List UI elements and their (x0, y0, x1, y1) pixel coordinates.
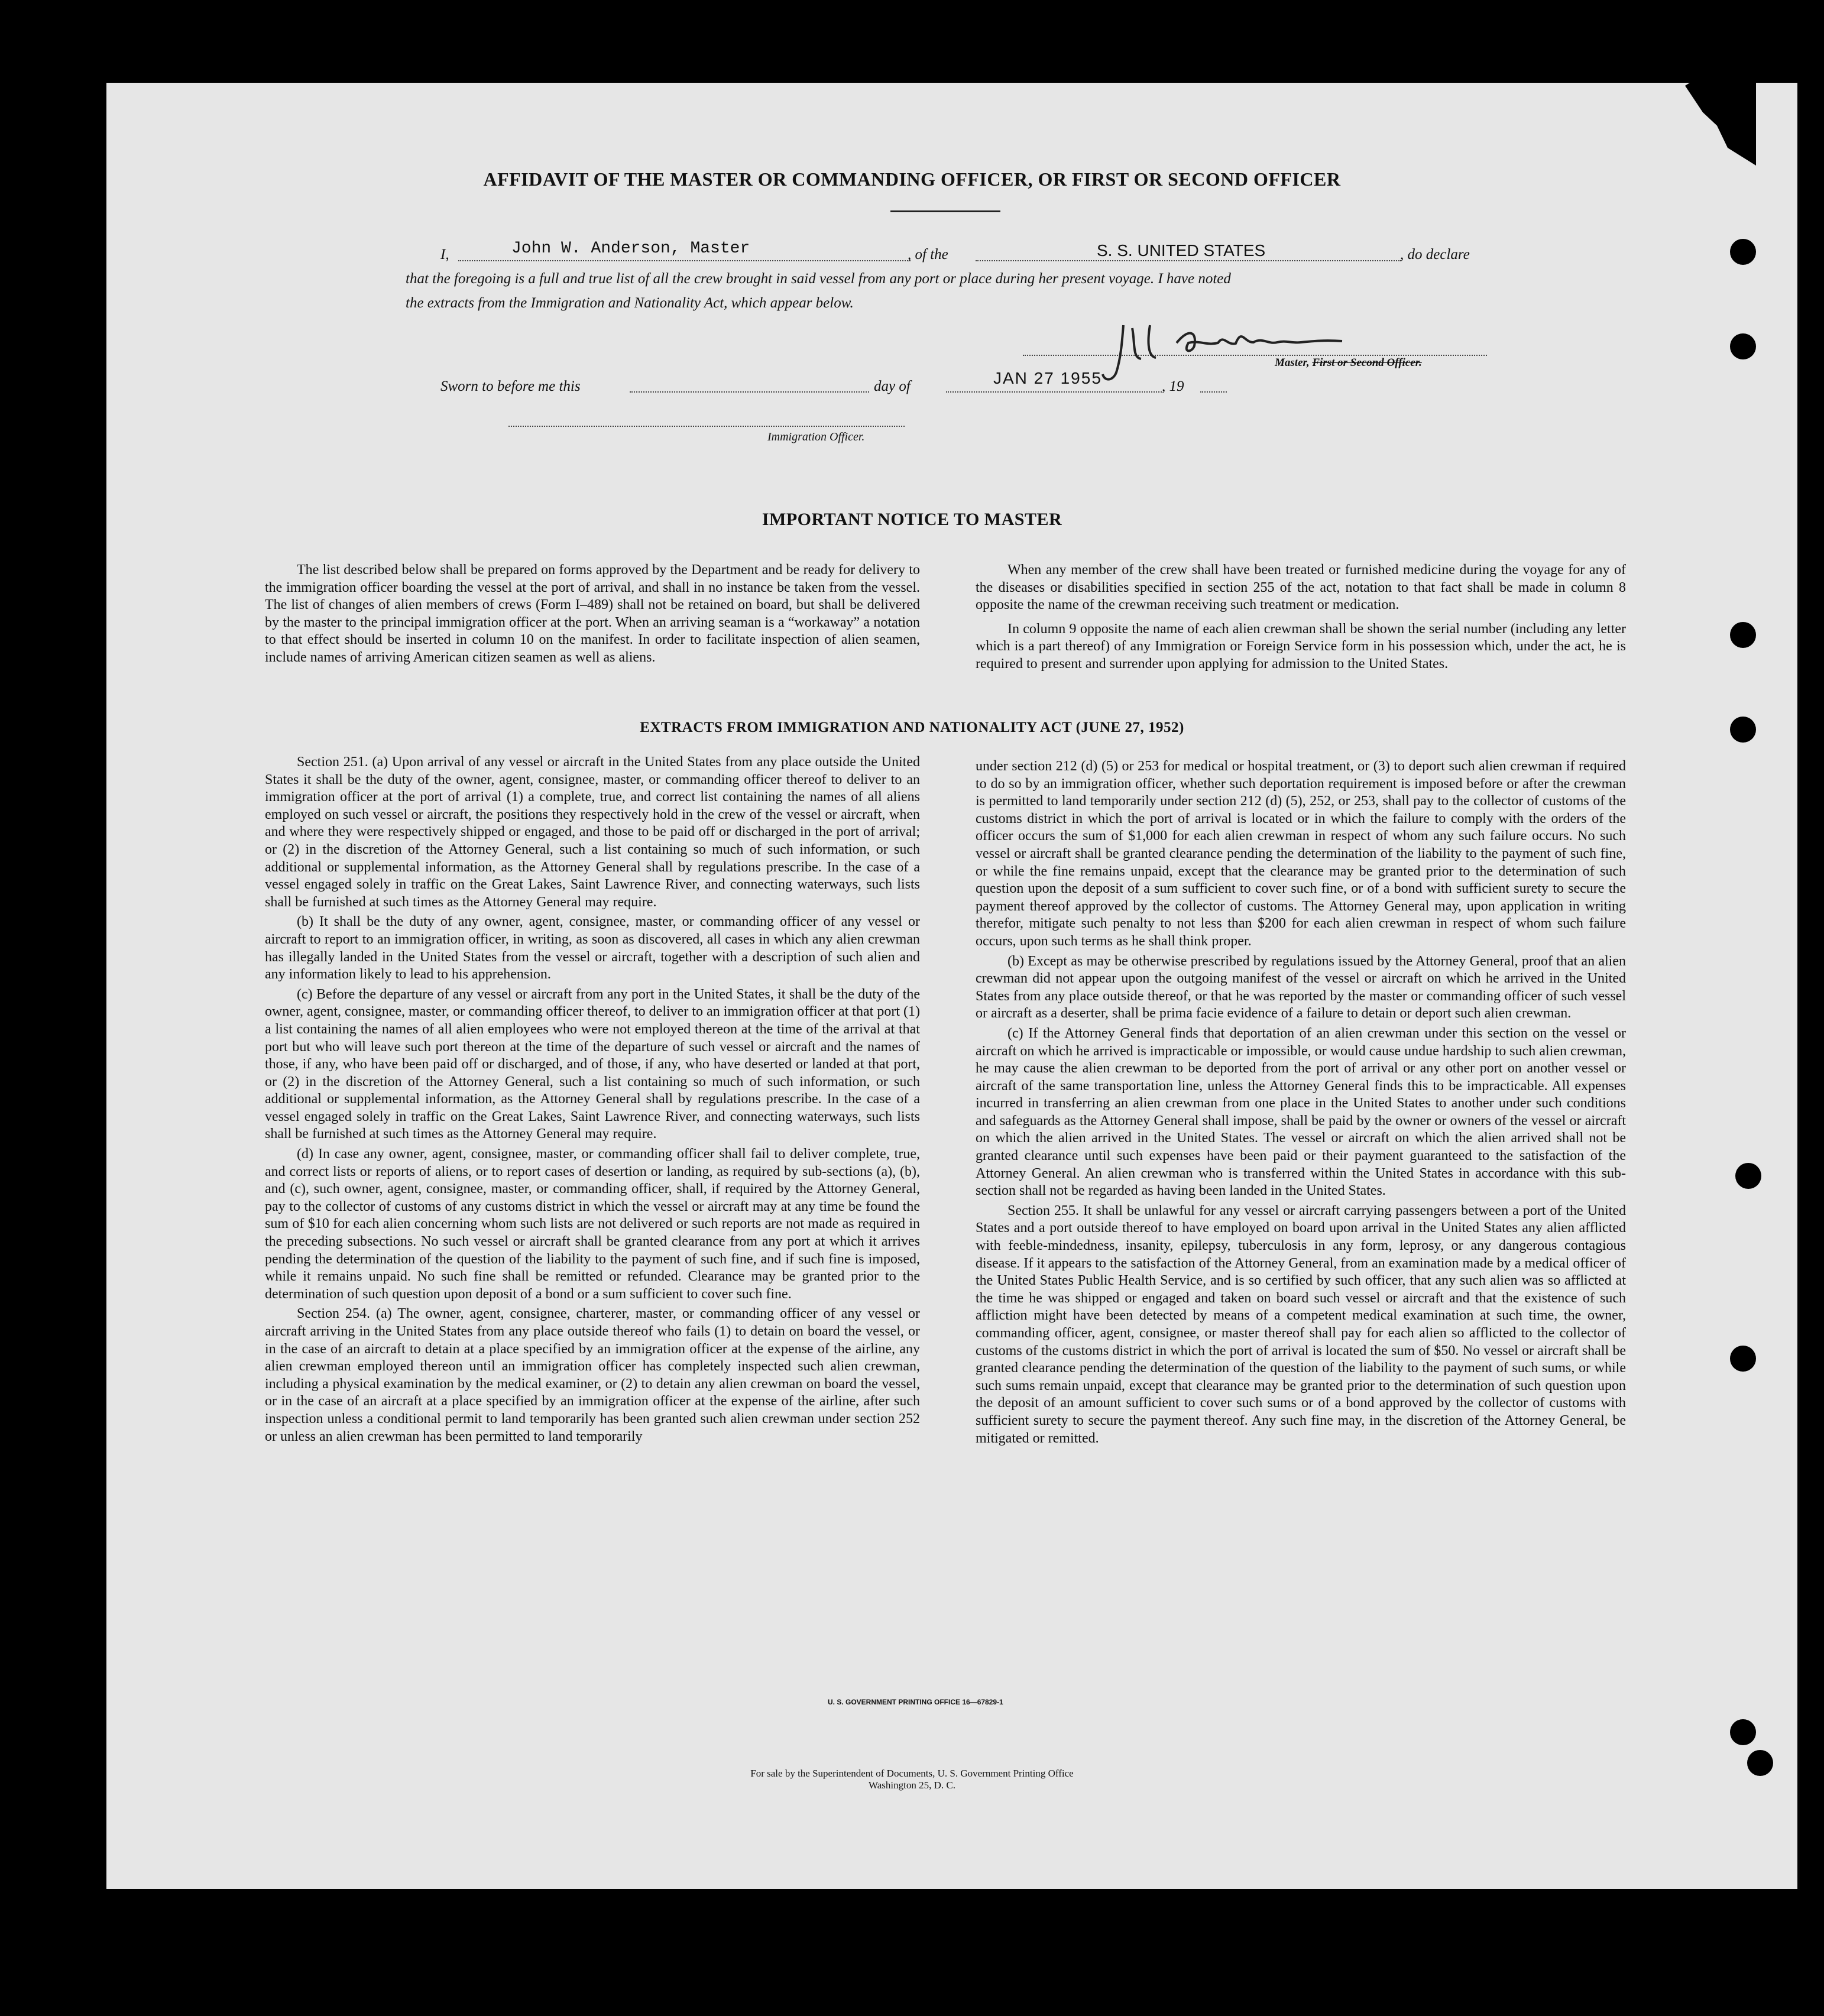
i-label: I, (440, 247, 449, 262)
immigration-officer-label: Immigration Officer. (767, 430, 865, 443)
punch-hole (1730, 1346, 1756, 1372)
section-254-b: (b) Except as may be otherwise prescribed by regulations issued by the Attorney General, proof that an alien crewman did not appear upon the outgoing manifest of the vessel or aircraft on which he arrived in the United States from any place outside thereof, or that he was reported by the master or commanding officer of such vessel or aircraft as a deserter, shall be prima facie evidence of a failure to detain or deport such alien crewman. (976, 953, 1626, 1022)
sale-line-2: Washington 25, D. C. (869, 1780, 955, 1791)
section-254-c: (c) If the Attorney General finds that deportation of an alien crewman under this section on the vessel or aircraft on which he arrived is impracticable or impossible, or would cause undue hardship to such alien crewman, he may cause the alien crewman to be deported from the port of arrival or any other port on another vessel or aircraft of the same transportation line, unless the Attorney General finds this to be impracticable. All expenses incurred in transferring an alien crewman from one place in the United States to another under such conditions and safeguards as the Attorney General shall impose, shall be paid by the owner or owners of the vessel or aircraft on which the alien arrived in the United States. The vessel or aircraft on which the alien arrived shall not be granted clearance until such expenses have been paid or their payment guaranteed to the satisfaction of the Attorney General. An alien crewman who is transferred within the United States in accordance with this sub-section shall not be regarded as having been landed in the United States. (976, 1025, 1626, 1199)
master-name-line (458, 260, 911, 261)
affidavit-title: AFFIDAVIT OF THE MASTER OR COMMANDING OFFICER, OR FIRST OR SECOND OFFICER (483, 168, 1341, 190)
notice-left-paragraph: The list described below shall be prepared on forms approved by the Department and be ready for delivery to the immigration officer boarding the vessel at the port of arrival, and shall in no instance be taken from the vessel. The list of changes of alien members of crews (Form I–489) shall not be retained on board, but shall be delivered by the master to the principal immigration officer at the port. When an arriving seaman is a “workaway” a notation to that effect should be inserted in column 10 on the manifest. In order to facilitate inspection of alien seamen, include names of arriving American citizen seamen as well as aliens. (265, 562, 920, 665)
punch-hole (1730, 622, 1756, 648)
handwritten-signature (1100, 316, 1407, 387)
master-title (1275, 356, 1422, 370)
extracts-right-column (976, 758, 1626, 1450)
sworn-date: JAN 27 1955 (993, 369, 1102, 387)
sworn-date-line (946, 391, 1162, 393)
notice-right-paragraph-2: In column 9 opposite the name of each alien crewman shall be shown the serial number (including any letter which is a part thereof) of any Immigration or Foreign Service form in his possession which, under the act, he is required to present and surrender upon applying for admission to the United States. (976, 621, 1626, 672)
section-251-c: (c) Before the departure of any vessel or aircraft from any port in the United States, it shall be the duty of the owner, agent, consignee, master, or commanding officer thereof, to deliver to an immigration officer at that port (1) a list containing the names of all alien employees who were not employed thereon at the time of the arrival at that port but who will leave such port thereon at the time of the departure of such vessel or aircraft and the names of those, if any, who have been paid off or discharged, and of those, if any, who have deserted or landed at that port, or (2) in the discretion of the Attorney General, such a list containing so much of such information, or such additional or supplemental information, as the Attorney General shall by regulations prescribe. In the case of a vessel engaged solely in traffic on the Great Lakes, Saint Lawrence River, and connecting waterways, such lists shall be furnished at such times as the Attorney General may require. (265, 986, 920, 1142)
declaration-line-1: that the foregoing is a full and true list of all the crew brought in said vessel from any port or place during her present voyage. I have noted (406, 271, 1231, 287)
printer-line: U. S. GOVERNMENT PRINTING OFFICE 16—67829-1 (828, 1698, 1003, 1706)
year-label: , 19 (1162, 378, 1184, 394)
punch-hole (1730, 239, 1756, 265)
master-title-struck: First or Second Officer. (1312, 356, 1422, 369)
title-divider (890, 210, 1000, 212)
extracts-title: EXTRACTS FROM IMMIGRATION AND NATIONALITY ACT (JUNE 27, 1952) (640, 719, 1184, 735)
of-the-label: , of the (908, 247, 948, 262)
notice-left-column (265, 562, 920, 673)
notice-right-paragraph-1: When any member of the crew shall have been treated or furnished medicine during the voyage for any of the diseases or disabilities specified in section 255 of the act, notation to that fact shall be made in column 8 opposite the name of the crewman receiving such treatment or medication. (976, 562, 1626, 613)
punch-hole (1730, 333, 1756, 359)
declaration-line-2: the extracts from the Immigration and Nationality Act, which appear below. (406, 295, 854, 311)
section-251-a: Section 251. (a) Upon arrival of any vessel or aircraft in the United States from any place outside the United States it shall be the duty of the owner, agent, consignee, master, or commanding officer thereof to deliver to an immigration officer at the port of arrival (1) a complete, true, and correct list containing the names of all aliens employed on such vessel or aircraft, the positions they respectively hold in the crew of the vessel or aircraft, when and where they were respectively shipped or engaged, and those to be paid off or discharged in the port of arrival; or (2) in the discretion of the Attorney General, such a list containing so much of such information, or such additional or supplemental information, as the Attorney General shall by regulations prescribe. In the case of a vessel engaged solely in traffic on the Great Lakes, Saint Lawrence River, and connecting waterways, such lists shall be furnished at such times as the Attorney General may require. (265, 754, 920, 910)
section-251-d: (d) In case any owner, agent, consignee, master, or commanding officer shall fail to deliver complete, true, and correct lists or reports of aliens, or to report cases of desertion or landing, as required by sub-sections (a), (b), and (c), such owner, agent, consignee, master, or commanding officer, shall, if required by the Attorney General, pay to the collector of customs of any customs district in which the vessel or aircraft may at any time be found the sum of $10 for each alien concerning whom such lists are not delivered or such reports are not made as required in the preceding subsections. No such vessel or aircraft shall be granted clearance from any port at which it arrives pending the determination of the question of the liability to the payment of such fine, and if such fine is imposed, while it remains unpaid. No such fine shall be remitted or refunded. Clearance may be granted prior to the determination of such question upon deposit of a bond or a sum sufficient to cover such fine. (265, 1146, 920, 1302)
year-line (1200, 391, 1227, 393)
master-title-label: Master, (1275, 356, 1310, 369)
notice-title: IMPORTANT NOTICE TO MASTER (762, 510, 1062, 529)
sworn-label: Sworn to before me this (440, 378, 581, 394)
section-254-a-continued: under section 212 (d) (5) or 253 for medical or hospital treatment, or (3) to deport such alien crewman if required to do so by an immigration officer, whether such deportation requirement is imposed before or after the crewman is permitted to land temporarily under section 212 (d) (5), 252, or 253, shall pay to the collector of customs of the customs district in which the port of arrival is located or in which the failure to comply with the orders of the officer occurs the sum of $1,000 for each alien crewman in respect of whom any such failure occurs. No such vessel or aircraft shall be granted clearance pending the determination of the liability to the payment of such fine, or while the fine remains unpaid, except that the clearance may be granted prior to the determination of such question upon the deposit of a sum sufficient to cover such fine, or of a bond with sufficient surety to secure the payment thereof approved by the collector of customs. The Attorney General may, upon application in writing therefor, mitigate such penalty to not less than $200 for each alien crewman in respect of whom such failure occurs, upon such terms as he shall think proper. (976, 759, 1626, 949)
section-254-a: Section 254. (a) The owner, agent, consignee, charterer, master, or commanding officer of any vessel or aircraft arriving in the United States from any place outside thereof who fails (1) to detain on board the vessel, or in the case of an aircraft to detain at a place specified by an immigration officer at the expense of the airline, any alien crewman employed thereon until an immigration officer has completely inspected such alien crewman, including a physical examination by the medical examiner, or (2) to detain any alien crewman on board the vessel, or in the case of an aircraft at a place specified by an immigration officer at the expense of the airline, after such inspection unless a conditional permit to land temporarily has been granted such alien crewman under section 252 or unless an alien crewman has been permitted to land temporarily (265, 1306, 920, 1444)
extracts-left-column (265, 754, 920, 1448)
punch-hole (1735, 1163, 1761, 1189)
master-name: John W. Anderson, Master (511, 239, 750, 258)
sale-line-1: For sale by the Superintendent of Documents, U. S. Government Printing Office (750, 1768, 1074, 1779)
section-255: Section 255. It shall be unlawful for any vessel or aircraft carrying passengers between a port of the United States and a port outside thereof to have employed on board upon arrival in the United States any alien afflicted with feeble-mindedness, insanity, epilepsy, tuberculosis in any form, leprosy, or any dangerous contagious disease. If it appears to the satisfaction of the Attorney General, from an examination made by a medical officer of the United States Public Health Service, and is so certified by such officer, that any such alien was so afflicted at the time he was shipped or engaged and taken on board such vessel or aircraft and that the existence of such affliction might have been detected by means of a competent medical examination at such time, the owner, commanding officer, agent, consignee, or master thereof shall pay for each alien so afflicted to the collector of customs of the customs district in which the port of arrival is located the sum of $50. No vessel or aircraft shall be granted clearance pending the determination of the question of the liability to the payment of such sums, or while such sums remain unpaid, except that clearance may be granted prior to the determination of such question upon the deposit of an amount sufficient to cover such sums or of a bond approved by the collector of customs with sufficient surety to secure the payment thereof. Any such fine may, in the discretion of the Attorney General, be mitigated or remitted. (976, 1203, 1626, 1446)
vessel-name-line (976, 260, 1401, 261)
day-of-label: day of (874, 378, 911, 394)
immigration-officer-line (508, 426, 905, 427)
sworn-day-line (630, 391, 869, 393)
punch-hole (1730, 1719, 1756, 1745)
vessel-name: S. S. UNITED STATES (1097, 241, 1266, 260)
do-declare-label: , do declare (1400, 247, 1470, 262)
section-251-b: (b) It shall be the duty of any owner, agent, consignee, master, or commanding officer of any vessel or aircraft to report to an immigration officer, in writing, as soon as discovered, all cases in which any alien crewman has illegally landed in the United States from the vessel or aircraft, together with a description of such alien and any information likely to lead to his apprehension. (265, 914, 920, 983)
notice-right-column (976, 562, 1626, 680)
